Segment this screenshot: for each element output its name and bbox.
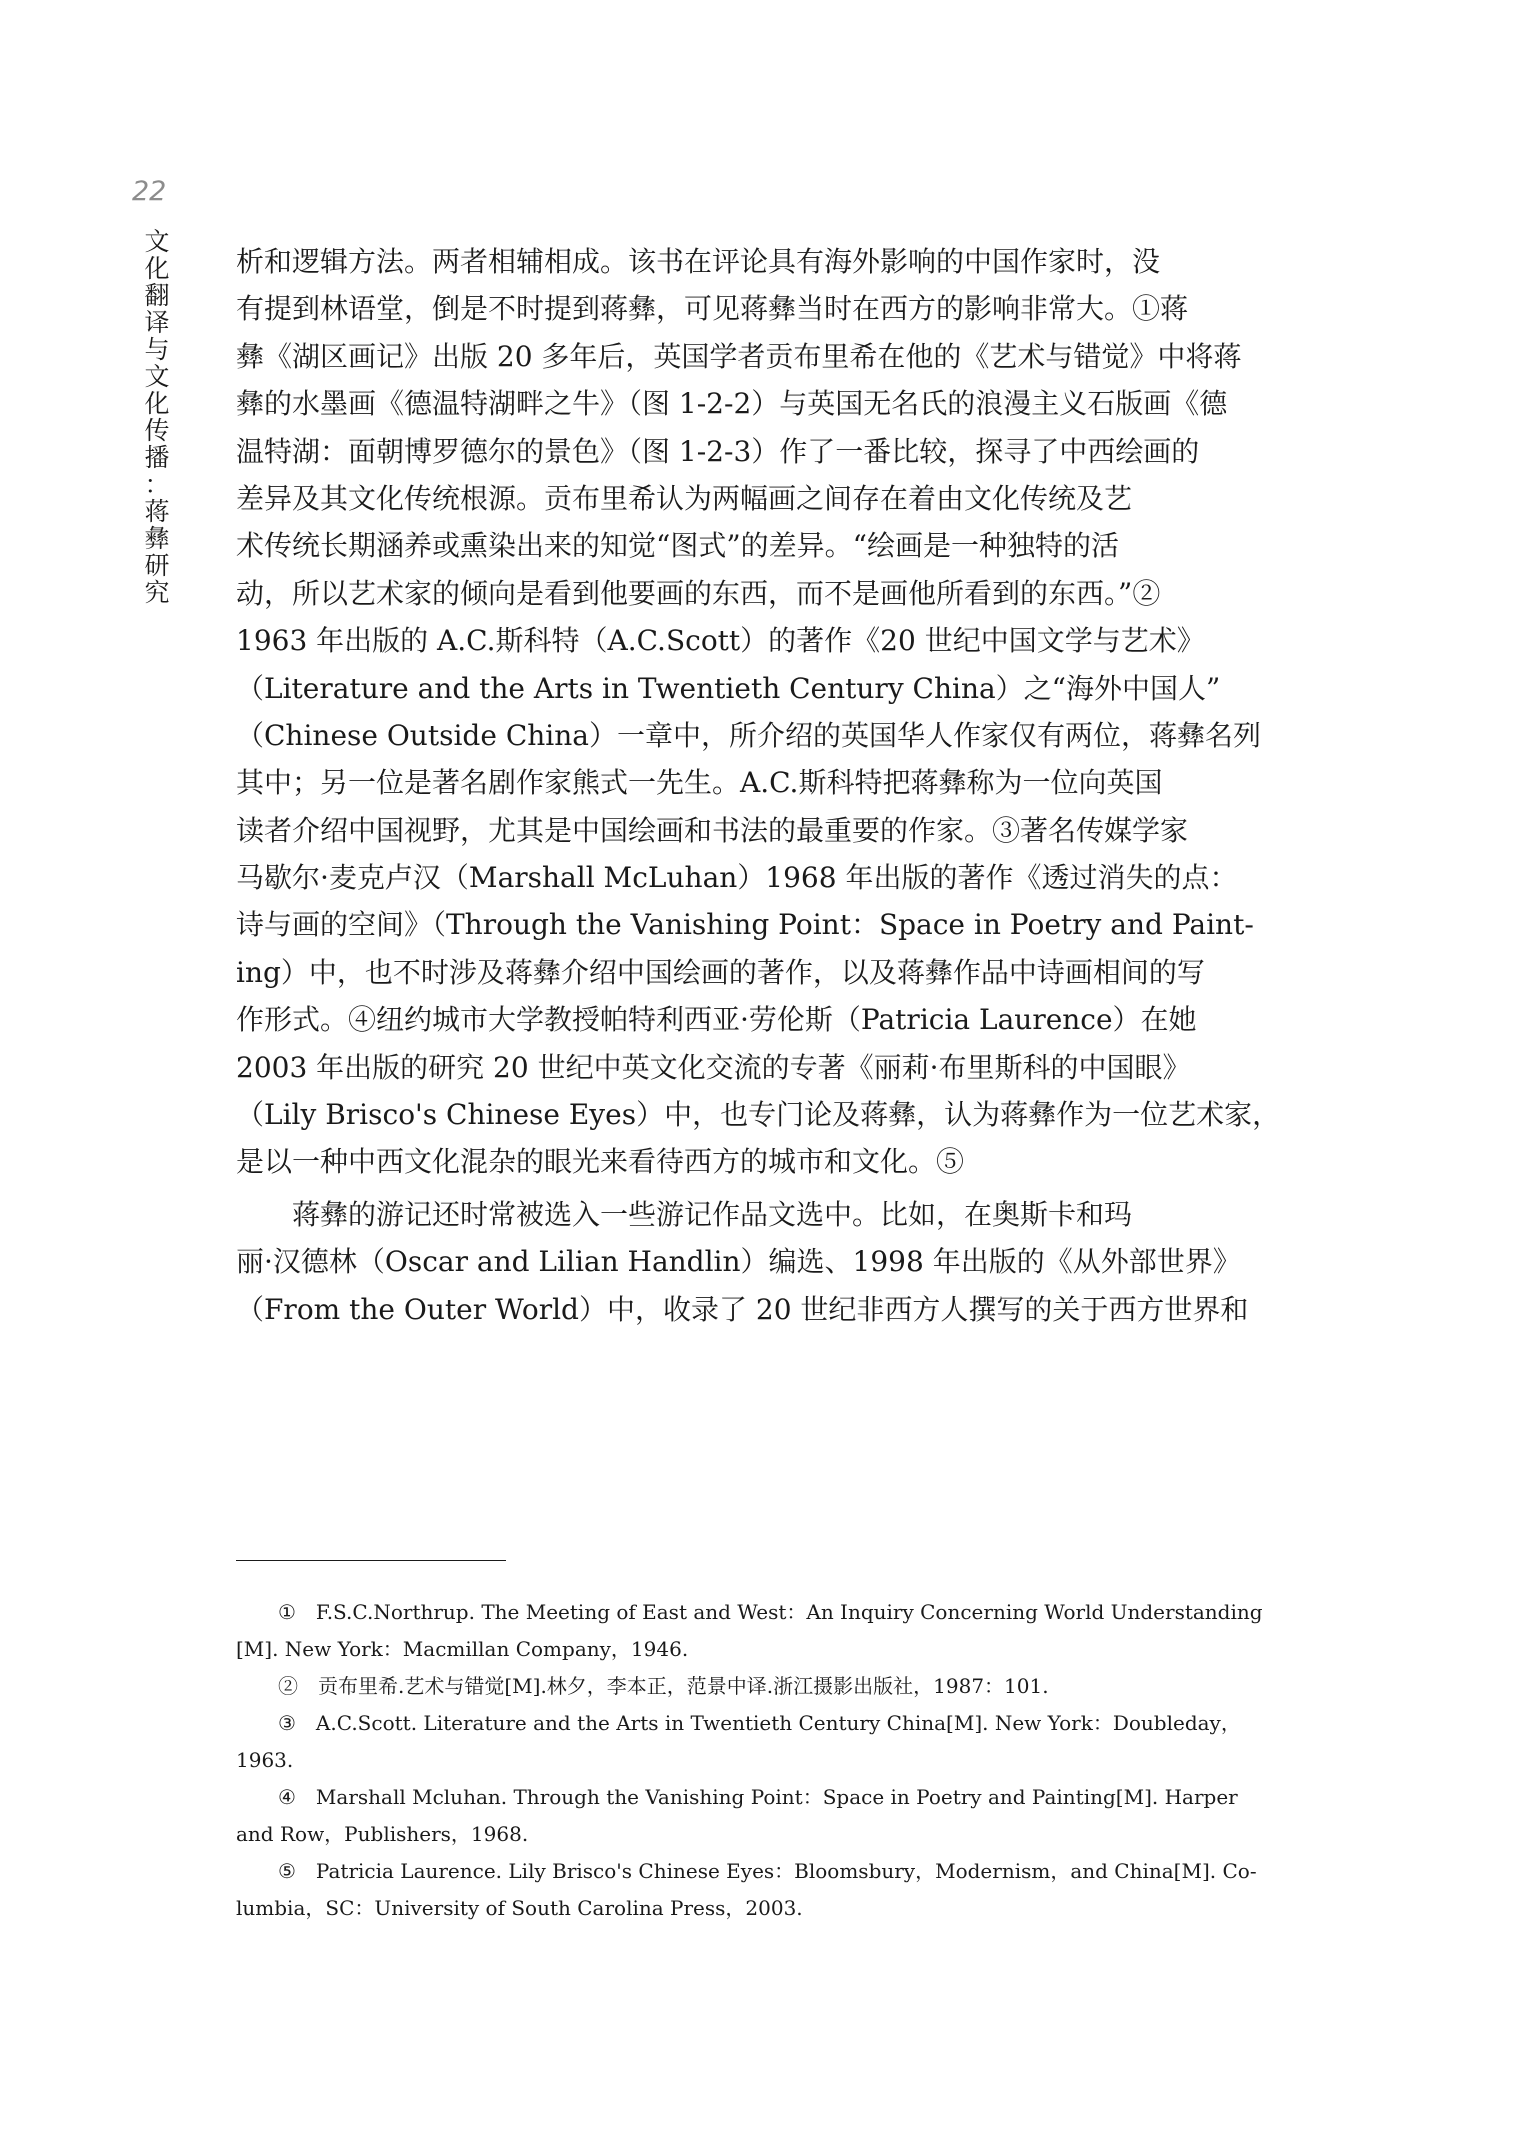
- running-head-char: 化: [144, 254, 170, 283]
- body-line: 有提到林语堂，倒是不时提到蒋彝，可见蒋彝当时在西方的影响非常大。①蒋: [236, 292, 1189, 326]
- body-line: 析和逻辑方法。两者相辅相成。该书在评论具有海外影响的中国作家时，没: [236, 245, 1161, 278]
- running-head-char: 播: [144, 443, 170, 472]
- footnote-line: lumbia，SC：University of South Carolina Press，2003.: [236, 1896, 803, 1920]
- footnote-line: ② 贡布里希.艺术与错觉[M].林夕，李本正，范景中译.浙江摄影出版社，1987：101.: [278, 1674, 1049, 1698]
- footnote-line: ① F.S.C.Northrup. The Meeting of East and West：An Inquiry Concerning World Understanding: [278, 1600, 1263, 1624]
- footnote-divider: [236, 1560, 506, 1561]
- running-head-char: 与: [144, 335, 170, 364]
- body-line: （Chinese Outside China）一章中，所介绍的英国华人作家仅有两位，蒋彝名列: [236, 718, 1261, 752]
- body-line: 温特湖：面朝博罗德尔的景色》（图 1-2-3）作了一番比较，探寻了中西绘画的: [236, 434, 1200, 468]
- body-line: 诗与画的空间》（Through the Vanishing Point：Space in Poetry and Paint-: [236, 908, 1254, 942]
- body-line: （From the Outer World）中，收录了 20 世纪非西方人撰写的关于西方世界和: [236, 1292, 1249, 1326]
- footnotes: [236, 1594, 1303, 1927]
- body-line: 作形式。④纽约城市大学教授帕特利西亚·劳伦斯（Patricia Laurence）在她: [236, 1003, 1197, 1037]
- footnote-line: ④ Marshall Mcluhan. Through the Vanishing Point：Space in Poetry and Painting[M]. Harper: [278, 1785, 1238, 1809]
- body-line: 读者介绍中国视野，尤其是中国绘画和书法的最重要的作家。③著名传媒学家: [236, 813, 1189, 847]
- body-line: 术传统长期涵养或熏染出来的知觉“图式”的差异。“绘画是一种独特的活: [236, 529, 1119, 563]
- running-head-char: 译: [144, 308, 170, 337]
- running-head: [140, 228, 174, 606]
- body-line: 差异及其文化传统根源。贡布里希认为两幅画之间存在着由文化传统及艺: [236, 481, 1133, 515]
- body-line: （Literature and the Arts in Twentieth Century China）之“海外中国人”: [236, 671, 1221, 705]
- footnote-line: and Row，Publishers，1968.: [236, 1822, 529, 1846]
- running-head-char: 彝: [144, 524, 170, 553]
- running-head-char: 化: [144, 389, 170, 418]
- running-head-char: 研: [144, 551, 170, 580]
- body-line: 动，所以艺术家的倾向是看到他要画的东西，而不是画他所看到的东西。”②: [236, 576, 1161, 610]
- running-head-char: 文: [144, 227, 170, 256]
- page-number: 22: [132, 176, 167, 207]
- body-line: 1963 年出版的 A.C.斯科特（A.C.Scott）的著作《20 世纪中国文学与艺术》: [236, 624, 1205, 658]
- footnote-line: 1963.: [236, 1748, 294, 1772]
- running-head-char: 翻: [144, 281, 170, 310]
- running-head-char: 蒋: [144, 497, 170, 526]
- body-line: ing）中，也不时涉及蒋彝介绍中国绘画的著作，以及蒋彝作品中诗画相间的写: [236, 955, 1205, 989]
- running-head-char: ：: [144, 470, 170, 499]
- body-line: 彝的水墨画《德温特湖畔之牛》（图 1-2-2）与英国无名氏的浪漫主义石版画《德: [236, 387, 1228, 421]
- running-head-char: 文: [144, 362, 170, 391]
- running-head-char: 传: [144, 416, 170, 445]
- running-head-char: 究: [144, 578, 170, 607]
- footnote-line: [M]. New York：Macmillan Company，1946.: [236, 1637, 689, 1661]
- body-line: 丽·汉德林（Oscar and Lilian Handlin）编选、1998 年出版的《从外部世界》: [236, 1245, 1241, 1279]
- body-line: 马歇尔·麦克卢汉（Marshall McLuhan）1968 年出版的著作《透过消失的点：: [236, 861, 1238, 895]
- footnote-line: ⑤ Patricia Laurence. Lily Brisco's Chinese Eyes：Bloomsbury，Modernism，and China[M]. Co-: [278, 1859, 1257, 1883]
- footnote-line: ③ A.C.Scott. Literature and the Arts in Twentieth Century China[M]. New York：Doubleday，: [278, 1711, 1241, 1735]
- body-line: 2003 年出版的研究 20 世纪中英文化交流的专著《丽莉·布里斯科的中国眼》: [236, 1050, 1191, 1084]
- body-line: 其中；另一位是著名剧作家熊式一先生。A.C.斯科特把蒋彝称为一位向英国: [236, 766, 1163, 800]
- body-line: 是以一种中西文化混杂的眼光来看待西方的城市和文化。⑤: [236, 1145, 965, 1179]
- body-line: 彝《湖区画记》出版 20 多年后，英国学者贡布里希在他的《艺术与错觉》中将蒋: [236, 339, 1242, 373]
- body-text: [236, 238, 1303, 1333]
- body-line: （Lily Brisco's Chinese Eyes）中，也专门论及蒋彝，认为蒋彝作为一位艺术家，: [236, 1098, 1281, 1132]
- body-line: 蒋彝的游记还时常被选入一些游记作品文选中。比如，在奥斯卡和玛: [236, 1197, 1133, 1231]
